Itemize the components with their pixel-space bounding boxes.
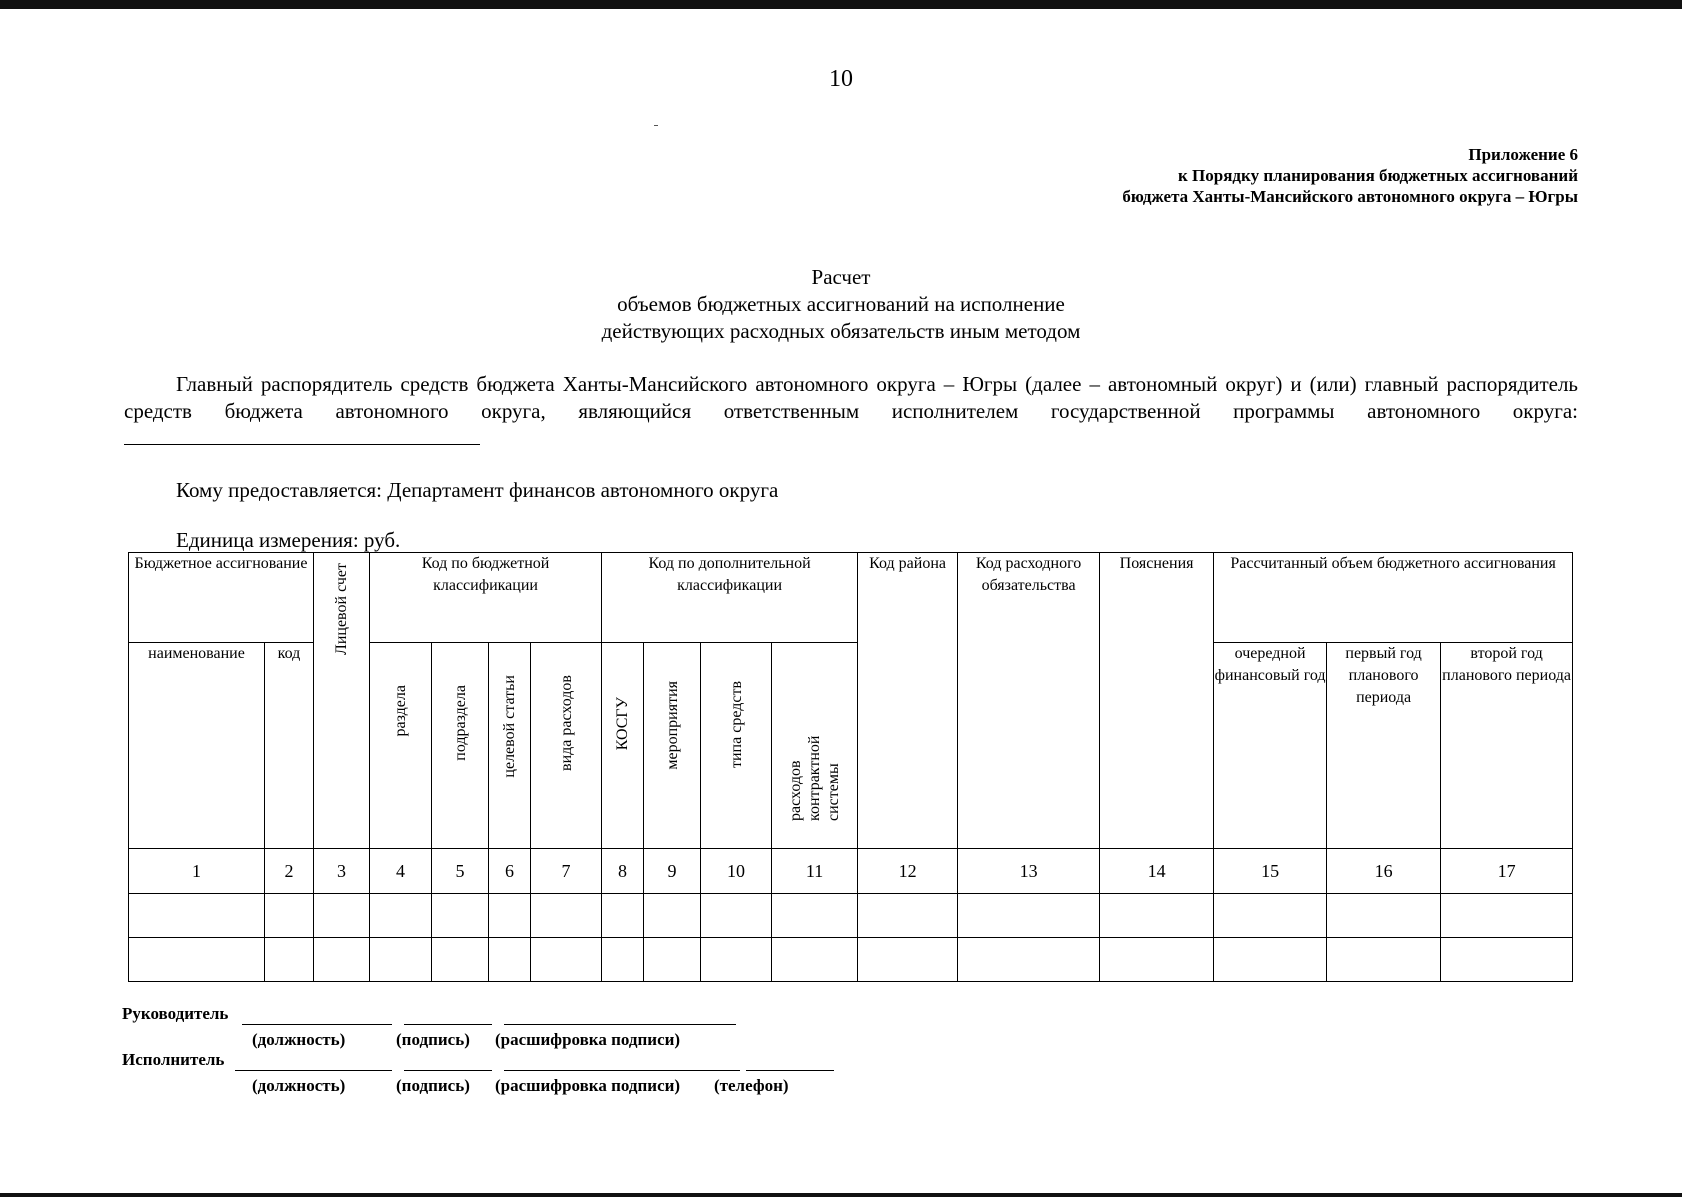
- column-number: 1: [129, 849, 265, 894]
- head-position-line: [242, 1024, 392, 1025]
- table-cell: [644, 894, 701, 938]
- head-decoding-caption: (расшифровка подписи): [495, 1030, 681, 1049]
- head-label: Руководитель: [122, 1004, 229, 1023]
- column-number: 10: [701, 849, 772, 894]
- head-signature-caption: (подпись): [396, 1030, 470, 1049]
- column-number: 11: [772, 849, 858, 894]
- unit-line: Единица измерения: руб.: [176, 528, 401, 552]
- header-contract-system-text: расходов контрактной системы: [787, 735, 843, 821]
- header-account: [314, 553, 370, 849]
- table-cell: [858, 938, 958, 982]
- table-cell: [958, 938, 1100, 982]
- appendix-line-2: к Порядку планирования бюджетных ассигнований: [1178, 166, 1578, 185]
- table-cell: [1327, 894, 1441, 938]
- header-budget-allocation: Бюджетное ассигнование: [129, 553, 314, 643]
- table-cell: [958, 894, 1100, 938]
- table-cell: [701, 894, 772, 938]
- header-expense-type-text: вида расходов: [557, 675, 575, 771]
- executor-signature-line: [404, 1070, 492, 1071]
- table-cell: [1100, 938, 1214, 982]
- header-budget-classification: Код по бюджетной классификации: [370, 553, 602, 643]
- header-expense-type: [531, 643, 602, 849]
- intro-text: Главный распорядитель средств бюджета Ханты-Мансийского автономного округа – Югры (далее – автономный округ) и (или) главный распорядитель средств бюджета автономного округа, являющийся ответственным исполнителем государственной программы автономного округа:: [124, 372, 1578, 423]
- header-notes: Пояснения: [1100, 553, 1214, 849]
- column-number: 14: [1100, 849, 1214, 894]
- column-number: 16: [1327, 849, 1441, 894]
- head-signature-line: [404, 1024, 492, 1025]
- column-number: 13: [958, 849, 1100, 894]
- table-cell: [129, 938, 265, 982]
- table-cell: [1100, 894, 1214, 938]
- header-kosgu: [602, 643, 644, 849]
- header-subsection: [432, 643, 489, 849]
- header-target-article: [489, 643, 531, 849]
- column-number: 9: [644, 849, 701, 894]
- table-cell: [432, 938, 489, 982]
- column-number: 6: [489, 849, 531, 894]
- table-cell: [1441, 894, 1573, 938]
- header-fund-type-text: типа средств: [727, 681, 745, 768]
- header-code: код: [265, 643, 314, 849]
- title-line-2: объемов бюджетных ассигнований на исполнение: [617, 292, 1065, 316]
- intro-paragraph: [124, 371, 1578, 452]
- table-cell: [1214, 894, 1327, 938]
- table-row: [129, 938, 1573, 982]
- header-current-year: очередной финансовый год: [1214, 643, 1327, 849]
- head-decoding-line: [504, 1024, 736, 1025]
- column-number: 3: [314, 849, 370, 894]
- title-line-3: действующих расходных обязательств иным методом: [601, 319, 1081, 343]
- table-cell: [314, 938, 370, 982]
- header-second-plan-year: второй год планового периода: [1441, 643, 1573, 849]
- table-cell: [772, 894, 858, 938]
- table-cell: [1327, 938, 1441, 982]
- header-target-article-text: целевой статьи: [501, 675, 518, 778]
- column-numbers-row: [129, 849, 1573, 894]
- table-cell: [489, 894, 531, 938]
- appendix-line-1: Приложение 6: [1468, 145, 1578, 164]
- executor-label: Исполнитель: [122, 1050, 225, 1069]
- table-cell: [531, 894, 602, 938]
- executor-signature-caption: (подпись): [396, 1076, 470, 1095]
- table-cell: [1214, 938, 1327, 982]
- column-number: 8: [602, 849, 644, 894]
- header-obligation-code: Код расходного обязательства: [958, 553, 1100, 849]
- header-section: [370, 643, 432, 849]
- table-cell: [1441, 938, 1573, 982]
- document-title: [0, 264, 1682, 345]
- executor-position-line: [235, 1070, 392, 1071]
- table-cell: [531, 938, 602, 982]
- table-cell: [602, 894, 644, 938]
- column-number: 4: [370, 849, 432, 894]
- table-cell: [314, 894, 370, 938]
- executor-phone-caption: (телефон): [714, 1076, 789, 1095]
- column-number: 15: [1214, 849, 1327, 894]
- header-event: [644, 643, 701, 849]
- header-kosgu-text: КОСГУ: [614, 697, 632, 751]
- header-district-code: Код района: [858, 553, 958, 849]
- header-account-text: Лицевой счет: [333, 563, 350, 656]
- table-cell: [602, 938, 644, 982]
- top-edge-bar: [0, 0, 1682, 9]
- appendix-header: [1122, 144, 1578, 207]
- column-number: 5: [432, 849, 489, 894]
- header-contract-system: [772, 643, 858, 849]
- executor-position-caption: (должность): [252, 1076, 346, 1095]
- table-cell: [432, 894, 489, 938]
- column-number: 12: [858, 849, 958, 894]
- table-cell: [265, 894, 314, 938]
- header-subsection-text: подраздела: [451, 685, 469, 761]
- table-row: [129, 894, 1573, 938]
- table-cell: [129, 894, 265, 938]
- column-number: 17: [1441, 849, 1573, 894]
- column-number: 7: [531, 849, 602, 894]
- table-cell: [265, 938, 314, 982]
- executor-phone-line: [746, 1070, 834, 1071]
- header-name: наименование: [129, 643, 265, 849]
- distributor-blank-line: [124, 425, 480, 445]
- header-additional-classification: Код по дополнительной классификации: [602, 553, 858, 643]
- column-number: 2: [265, 849, 314, 894]
- table-cell: [370, 894, 432, 938]
- allocation-table: [128, 552, 1573, 982]
- executor-decoding-caption: (расшифровка подписи): [495, 1076, 681, 1095]
- table-cell: [370, 938, 432, 982]
- bottom-edge-bar: [0, 1193, 1682, 1197]
- header-first-plan-year: первый год планового периода: [1327, 643, 1441, 849]
- table-cell: [644, 938, 701, 982]
- table-cell: [701, 938, 772, 982]
- header-section-text: раздела: [392, 685, 409, 737]
- appendix-line-3: бюджета Ханты-Мансийского автономного округа – Югры: [1122, 187, 1578, 206]
- table-cell: [772, 938, 858, 982]
- scan-speck: [654, 125, 658, 126]
- recipient-line: Кому предоставляется: Департамент финансов автономного округа: [176, 478, 779, 502]
- header-event-text: мероприятия: [663, 681, 681, 770]
- executor-decoding-line: [504, 1070, 740, 1071]
- head-position-caption: (должность): [252, 1030, 346, 1049]
- page-number: 10: [829, 66, 853, 92]
- header-fund-type: [701, 643, 772, 849]
- title-line-1: Расчет: [811, 265, 871, 289]
- table-cell: [858, 894, 958, 938]
- header-calculated-volume: Рассчитанный объем бюджетного ассигнования: [1214, 553, 1573, 643]
- table-cell: [489, 938, 531, 982]
